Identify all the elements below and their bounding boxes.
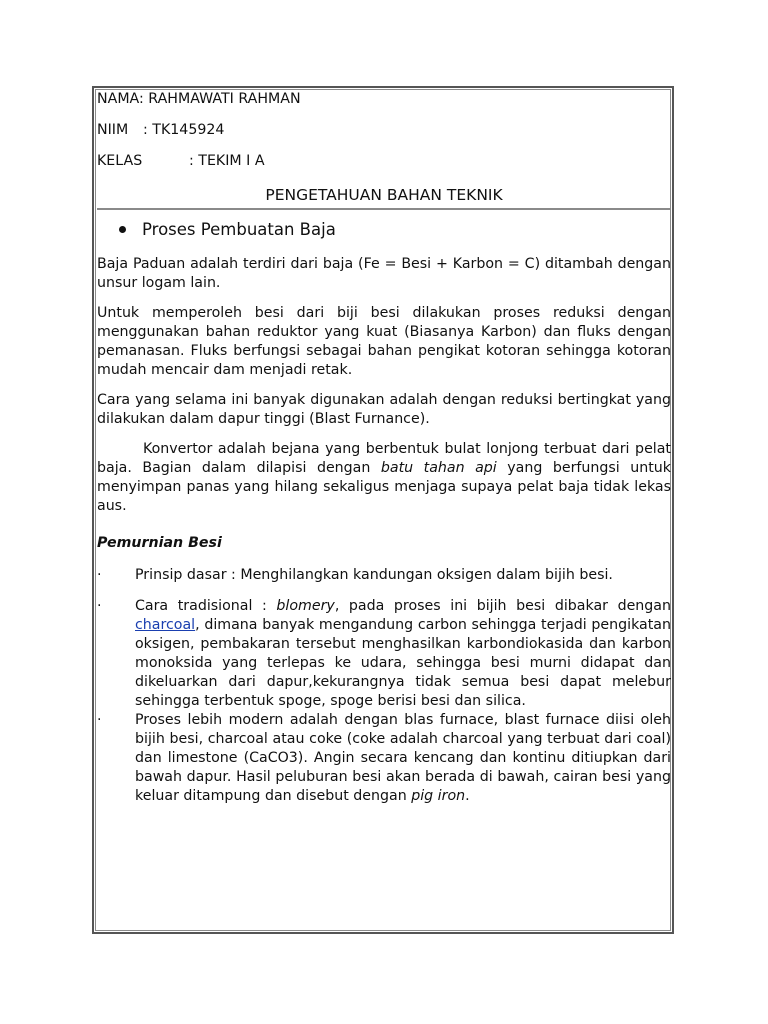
text-run: , pada proses ini bijih besi dibakar dengan xyxy=(334,598,671,614)
charcoal-link[interactable]: charcoal xyxy=(135,617,196,633)
paragraph-cara: Cara yang selama ini banyak digunakan adalah dengan reduksi bertingkat yang dilakukan dalam dapur tinggi (Blast Furnance). xyxy=(97,392,671,427)
text-run: yang berfungsi untuk menyimpan panas yang hilang sekaligus menjaga supaya pelat baja tidak lekas aus. xyxy=(97,460,671,514)
list-bullet: · xyxy=(97,567,102,583)
list-item-text xyxy=(135,597,671,711)
text-run: , dimana banyak mengandung carbon sehingga terjadi pengikatan oksigen, pembakaran tersebut menghasilkan karbondiokasida dan karbon monoksida yang terlepas ke udara, sehingga besi murni didapat dan dikeluarkan dari dapur,kekurangnya tidak semua besi dapat melebur sehingga terbentuk spoge, spoge berisi besi dan silica. xyxy=(135,617,671,709)
paragraph-reduksi: Untuk memperoleh besi dari biji besi dilakukan proses reduksi dengan menggunakan bahan reduktor yang kuat (Biasanya Karbon) dan fluks dengan pemanasan. Fluks berfungsi sebagai bahan pengikat kotoran sehingga kotoran mudah mencair dam menjadi retak. xyxy=(97,305,671,378)
subheading-pemurnian-besi: Pemurnian Besi xyxy=(97,535,222,551)
text-run-italic: blomery xyxy=(276,598,335,614)
paragraph-konvertor xyxy=(97,440,671,516)
niim-value: : TK145924 xyxy=(143,122,225,138)
list-item-text: Prinsip dasar : Menghilangkan kandungan oksigen dalam bijih besi. xyxy=(135,567,613,583)
bullet-dot-icon xyxy=(119,226,126,233)
kelas-value: : TEKIM I A xyxy=(189,153,265,169)
kelas-line xyxy=(97,152,671,183)
list-bullet: · xyxy=(97,598,102,614)
text-run: Cara tradisional : xyxy=(135,598,277,614)
text-run: Proses lebih modern adalah dengan blas furnace, blast furnace diisi oleh bijih besi, charcoal atau coke (coke adalah charcoal yang terbuat dari coal) dan limestone (CaCO3). Angin secara kencang dan kontinu ditiupkan dari bawah dapur. Hasil peluburan besi akan berada di bawah, cairan besi yang keluar ditampung dan disebut dengan xyxy=(135,712,671,804)
list-item xyxy=(97,597,671,711)
text-run-italic: batu tahan api xyxy=(380,460,497,476)
list-bullet: · xyxy=(97,712,102,728)
list-item xyxy=(97,711,671,806)
niim-label: NIIM xyxy=(97,122,129,138)
section-heading-text: Proses Pembuatan Baja xyxy=(142,220,336,239)
text-run: Konvertor adalah bejana yang berbentuk bulat lonjong terbuat dari pelat baja. Bagian dalam dilapisi dengan xyxy=(97,441,671,476)
name-line: NAMA: RAHMAWATI RAHMAN xyxy=(97,91,301,107)
document-content xyxy=(97,90,671,818)
niim-line xyxy=(97,121,671,152)
text-run: . xyxy=(465,788,470,804)
list-item xyxy=(97,566,671,585)
text-run-italic: pig iron xyxy=(411,788,466,804)
kelas-label: KELAS xyxy=(97,153,143,169)
section-heading xyxy=(97,220,671,239)
document-title: PENGETAHUAN BAHAN TEKNIK xyxy=(97,186,671,210)
paragraph-baja-paduan: Baja Paduan adalah terdiri dari baja (Fe = Besi + Karbon = C) ditambah dengan unsur logam lain. xyxy=(97,256,671,291)
list-item-text xyxy=(135,711,671,806)
